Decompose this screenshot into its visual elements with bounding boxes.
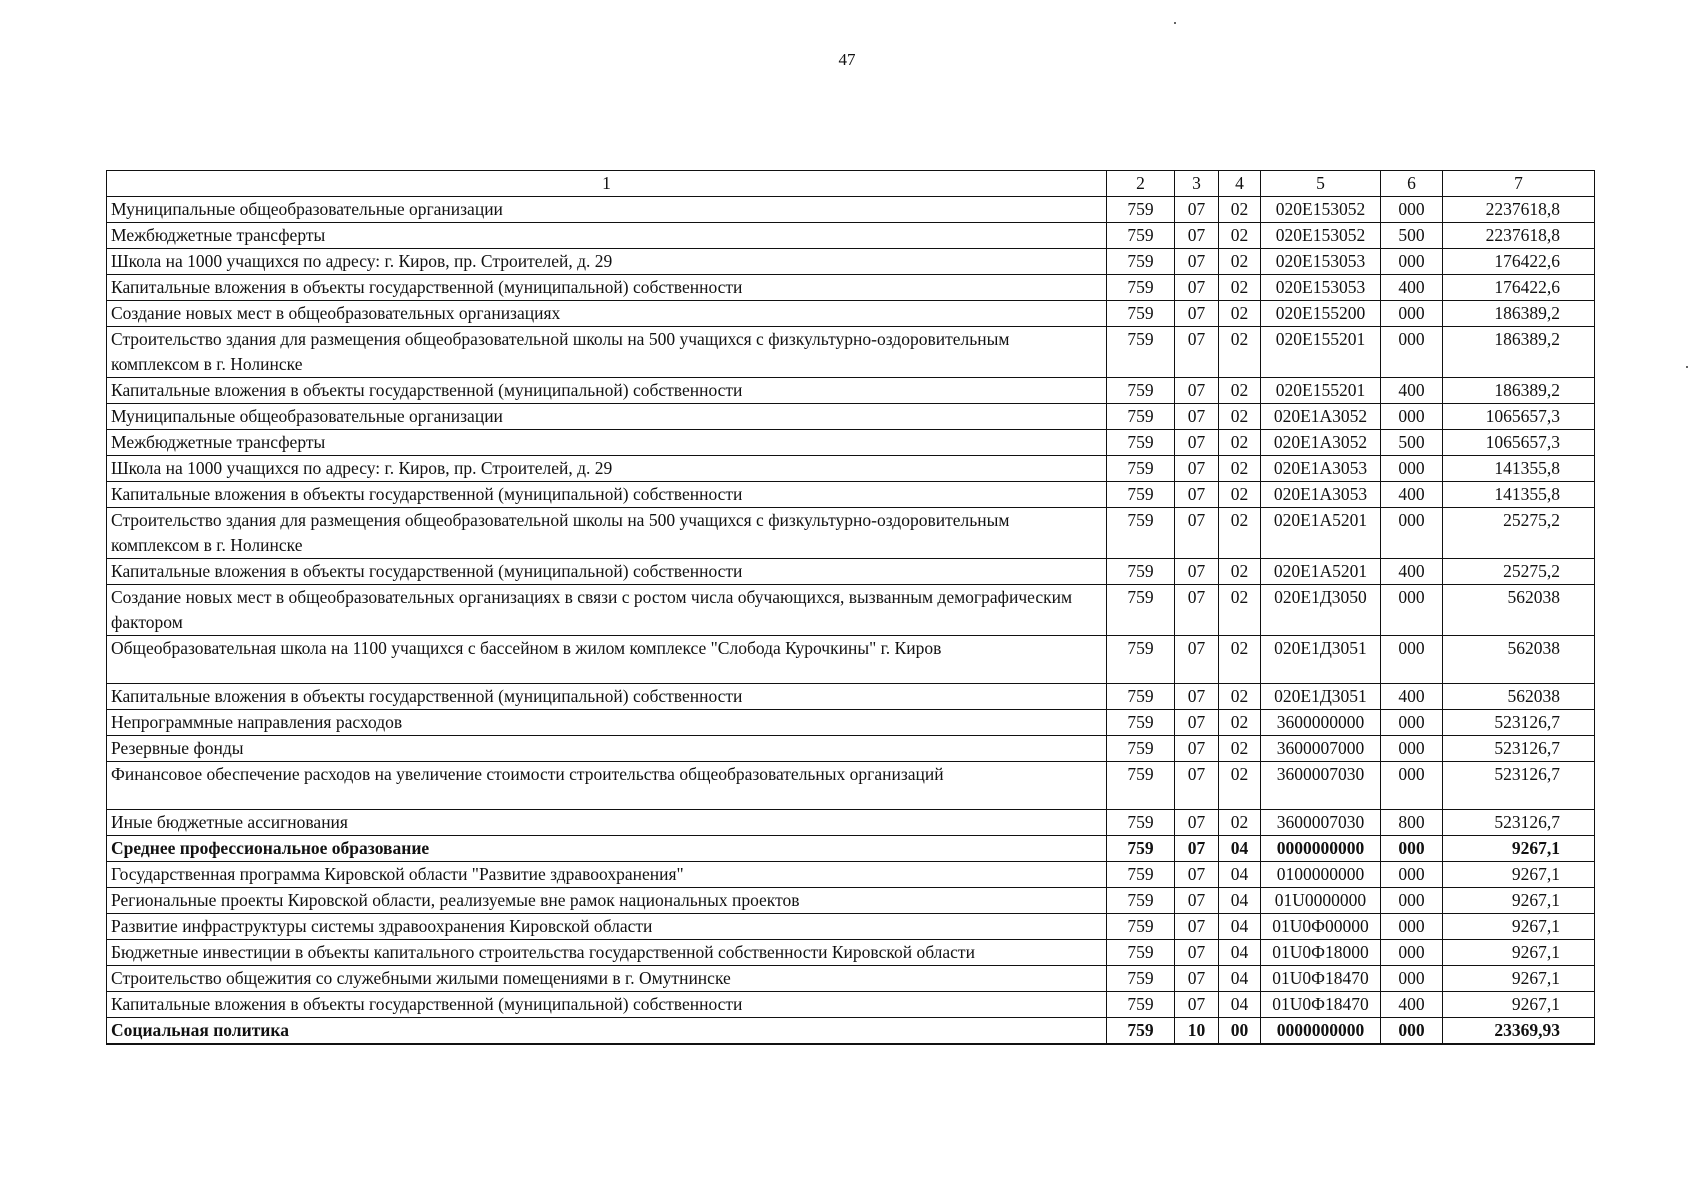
target-article-cell: 3600007030 xyxy=(1261,810,1381,836)
section-cell: 07 xyxy=(1175,249,1219,275)
amount-cell: 176422,6 xyxy=(1443,249,1595,275)
subsection-cell: 02 xyxy=(1219,810,1261,836)
target-article-cell: 01U0Ф18470 xyxy=(1261,966,1381,992)
table-row xyxy=(107,456,1595,482)
target-article-cell: 020E1Д3050 xyxy=(1261,585,1381,636)
section-cell: 07 xyxy=(1175,197,1219,223)
expense-name-cell: Муниципальные общеобразовательные организации xyxy=(107,197,1107,223)
subsection-cell: 02 xyxy=(1219,482,1261,508)
expense-name-cell: Капитальные вложения в объекты государственной (муниципальной) собственности xyxy=(107,559,1107,585)
expense-type-cell: 000 xyxy=(1381,710,1443,736)
expense-type-cell: 000 xyxy=(1381,836,1443,862)
table-row xyxy=(107,482,1595,508)
expense-name-cell: Межбюджетные трансферты xyxy=(107,430,1107,456)
subsection-cell: 02 xyxy=(1219,223,1261,249)
section-cell: 07 xyxy=(1175,762,1219,810)
section-cell: 07 xyxy=(1175,684,1219,710)
section-cell: 07 xyxy=(1175,810,1219,836)
section-cell: 07 xyxy=(1175,327,1219,378)
expense-type-cell: 000 xyxy=(1381,636,1443,684)
table-row xyxy=(107,810,1595,836)
subsection-cell: 02 xyxy=(1219,430,1261,456)
expense-name-cell: Капитальные вложения в объекты государственной (муниципальной) собственности xyxy=(107,992,1107,1018)
target-article-cell: 020E1A3052 xyxy=(1261,430,1381,456)
amount-cell: 2237618,8 xyxy=(1443,197,1595,223)
table-row xyxy=(107,762,1595,810)
amount-cell: 141355,8 xyxy=(1443,456,1595,482)
scan-speck xyxy=(1686,366,1688,368)
target-article-cell: 020E153053 xyxy=(1261,275,1381,301)
amount-cell: 23369,93 xyxy=(1443,1018,1595,1045)
section-cell: 07 xyxy=(1175,482,1219,508)
expense-name-cell: Государственная программа Кировской области "Развитие здравоохранения" xyxy=(107,862,1107,888)
ministry-code-cell: 759 xyxy=(1107,301,1175,327)
expense-name-cell: Межбюджетные трансферты xyxy=(107,223,1107,249)
table-row xyxy=(107,684,1595,710)
ministry-code-cell: 759 xyxy=(1107,1018,1175,1045)
subsection-cell: 02 xyxy=(1219,559,1261,585)
target-article-cell: 020E153052 xyxy=(1261,223,1381,249)
ministry-code-cell: 759 xyxy=(1107,684,1175,710)
expense-name-cell: Школа на 1000 учащихся по адресу: г. Киров, пр. Строителей, д. 29 xyxy=(107,456,1107,482)
amount-cell: 9267,1 xyxy=(1443,940,1595,966)
target-article-cell: 020E1A5201 xyxy=(1261,559,1381,585)
amount-cell: 2237618,8 xyxy=(1443,223,1595,249)
ministry-code-cell: 759 xyxy=(1107,327,1175,378)
subsection-cell: 04 xyxy=(1219,862,1261,888)
column-header-2: 2 xyxy=(1107,171,1175,197)
ministry-code-cell: 759 xyxy=(1107,940,1175,966)
section-cell: 07 xyxy=(1175,636,1219,684)
target-article-cell: 0000000000 xyxy=(1261,836,1381,862)
table-row xyxy=(107,914,1595,940)
expense-name-cell: Строительство здания для размещения общеобразовательной школы на 500 учащихся с физкультурно-оздоровительным комплексом в г. Нолинске xyxy=(107,508,1107,559)
ministry-code-cell: 759 xyxy=(1107,249,1175,275)
expense-name-cell: Бюджетные инвестиции в объекты капитального строительства государственной собственности Кировской области xyxy=(107,940,1107,966)
target-article-cell: 020E1Д3051 xyxy=(1261,636,1381,684)
expense-type-cell: 400 xyxy=(1381,378,1443,404)
target-article-cell: 3600007000 xyxy=(1261,736,1381,762)
amount-cell: 9267,1 xyxy=(1443,914,1595,940)
section-cell: 07 xyxy=(1175,430,1219,456)
expense-type-cell: 000 xyxy=(1381,966,1443,992)
expense-type-cell: 400 xyxy=(1381,559,1443,585)
amount-cell: 186389,2 xyxy=(1443,301,1595,327)
table-row xyxy=(107,888,1595,914)
target-article-cell: 020E155201 xyxy=(1261,327,1381,378)
ministry-code-cell: 759 xyxy=(1107,197,1175,223)
ministry-code-cell: 759 xyxy=(1107,736,1175,762)
section-cell: 07 xyxy=(1175,966,1219,992)
budget-table-body xyxy=(107,197,1595,1045)
expense-name-cell: Капитальные вложения в объекты государственной (муниципальной) собственности xyxy=(107,378,1107,404)
expense-name-cell: Муниципальные общеобразовательные организации xyxy=(107,404,1107,430)
subsection-cell: 02 xyxy=(1219,585,1261,636)
ministry-code-cell: 759 xyxy=(1107,559,1175,585)
expense-type-cell: 000 xyxy=(1381,249,1443,275)
amount-cell: 9267,1 xyxy=(1443,992,1595,1018)
expense-type-cell: 400 xyxy=(1381,482,1443,508)
expense-type-cell: 000 xyxy=(1381,197,1443,223)
subsection-cell: 02 xyxy=(1219,736,1261,762)
ministry-code-cell: 759 xyxy=(1107,430,1175,456)
amount-cell: 523126,7 xyxy=(1443,736,1595,762)
expense-type-cell: 000 xyxy=(1381,404,1443,430)
subsection-cell: 02 xyxy=(1219,404,1261,430)
expense-name-cell: Региональные проекты Кировской области, реализуемые вне рамок национальных проектов xyxy=(107,888,1107,914)
column-header-3: 3 xyxy=(1175,171,1219,197)
section-cell: 07 xyxy=(1175,559,1219,585)
amount-cell: 562038 xyxy=(1443,636,1595,684)
target-article-cell: 020E1A3053 xyxy=(1261,482,1381,508)
section-cell: 07 xyxy=(1175,378,1219,404)
table-row xyxy=(107,559,1595,585)
table-row xyxy=(107,378,1595,404)
ministry-code-cell: 759 xyxy=(1107,482,1175,508)
expense-type-cell: 500 xyxy=(1381,430,1443,456)
section-cell: 07 xyxy=(1175,862,1219,888)
section-cell: 07 xyxy=(1175,456,1219,482)
section-cell: 07 xyxy=(1175,585,1219,636)
table-row xyxy=(107,710,1595,736)
ministry-code-cell: 759 xyxy=(1107,585,1175,636)
table-row xyxy=(107,249,1595,275)
subsection-cell: 02 xyxy=(1219,684,1261,710)
ministry-code-cell: 759 xyxy=(1107,508,1175,559)
subsection-cell: 04 xyxy=(1219,914,1261,940)
table-row xyxy=(107,404,1595,430)
expense-name-cell: Среднее профессиональное образование xyxy=(107,836,1107,862)
ministry-code-cell: 759 xyxy=(1107,404,1175,430)
table-row xyxy=(107,275,1595,301)
amount-cell: 523126,7 xyxy=(1443,710,1595,736)
subsection-cell: 02 xyxy=(1219,762,1261,810)
expense-name-cell: Общеобразовательная школа на 1100 учащихся с бассейном в жилом комплексе "Слобода Курочкины" г. Киров xyxy=(107,636,1107,684)
expense-name-cell: Создание новых мест в общеобразовательных организациях в связи с ростом числа обучающихся, вызванным демографическим фактором xyxy=(107,585,1107,636)
target-article-cell: 0100000000 xyxy=(1261,862,1381,888)
expense-type-cell: 000 xyxy=(1381,940,1443,966)
table-row xyxy=(107,862,1595,888)
amount-cell: 562038 xyxy=(1443,684,1595,710)
target-article-cell: 01U0Ф18000 xyxy=(1261,940,1381,966)
ministry-code-cell: 759 xyxy=(1107,862,1175,888)
column-header-6: 6 xyxy=(1381,171,1443,197)
section-cell: 07 xyxy=(1175,914,1219,940)
expense-type-cell: 400 xyxy=(1381,275,1443,301)
ministry-code-cell: 759 xyxy=(1107,636,1175,684)
subsection-cell: 04 xyxy=(1219,940,1261,966)
section-cell: 07 xyxy=(1175,508,1219,559)
target-article-cell: 01U0Ф00000 xyxy=(1261,914,1381,940)
expense-name-cell: Капитальные вложения в объекты государственной (муниципальной) собственности xyxy=(107,684,1107,710)
target-article-cell: 020E155201 xyxy=(1261,378,1381,404)
expense-name-cell: Социальная политика xyxy=(107,1018,1107,1045)
subsection-cell: 02 xyxy=(1219,275,1261,301)
amount-cell: 1065657,3 xyxy=(1443,430,1595,456)
ministry-code-cell: 759 xyxy=(1107,275,1175,301)
expense-type-cell: 400 xyxy=(1381,992,1443,1018)
section-cell: 07 xyxy=(1175,940,1219,966)
section-cell: 07 xyxy=(1175,836,1219,862)
table-row xyxy=(107,508,1595,559)
expense-name-cell: Капитальные вложения в объекты государственной (муниципальной) собственности xyxy=(107,482,1107,508)
expense-type-cell: 500 xyxy=(1381,223,1443,249)
ministry-code-cell: 759 xyxy=(1107,762,1175,810)
expense-name-cell: Резервные фонды xyxy=(107,736,1107,762)
table-row xyxy=(107,836,1595,862)
table-row xyxy=(107,301,1595,327)
ministry-code-cell: 759 xyxy=(1107,836,1175,862)
expense-type-cell: 000 xyxy=(1381,762,1443,810)
expense-name-cell: Финансовое обеспечение расходов на увеличение стоимости строительства общеобразовательных организаций xyxy=(107,762,1107,810)
section-cell: 07 xyxy=(1175,275,1219,301)
expense-type-cell: 000 xyxy=(1381,1018,1443,1045)
subsection-cell: 04 xyxy=(1219,836,1261,862)
column-header-7: 7 xyxy=(1443,171,1595,197)
expense-type-cell: 000 xyxy=(1381,508,1443,559)
table-row xyxy=(107,736,1595,762)
section-cell: 07 xyxy=(1175,223,1219,249)
table-row xyxy=(107,966,1595,992)
table-row xyxy=(107,585,1595,636)
expense-name-cell: Иные бюджетные ассигнования xyxy=(107,810,1107,836)
page-number: 47 xyxy=(838,50,856,69)
table-row xyxy=(107,197,1595,223)
expense-name-cell: Строительство здания для размещения общеобразовательной школы на 500 учащихся с физкультурно-оздоровительным комплексом в г. Нолинске xyxy=(107,327,1107,378)
expense-type-cell: 400 xyxy=(1381,684,1443,710)
expense-name-cell: Создание новых мест в общеобразовательных организациях xyxy=(107,301,1107,327)
table-row xyxy=(107,940,1595,966)
amount-cell: 25275,2 xyxy=(1443,559,1595,585)
target-article-cell: 01U0Ф18470 xyxy=(1261,992,1381,1018)
subsection-cell: 04 xyxy=(1219,992,1261,1018)
ministry-code-cell: 759 xyxy=(1107,966,1175,992)
amount-cell: 9267,1 xyxy=(1443,888,1595,914)
section-cell: 07 xyxy=(1175,992,1219,1018)
subsection-cell: 02 xyxy=(1219,301,1261,327)
subsection-cell: 02 xyxy=(1219,197,1261,223)
table-row xyxy=(107,223,1595,249)
amount-cell: 523126,7 xyxy=(1443,762,1595,810)
ministry-code-cell: 759 xyxy=(1107,223,1175,249)
expense-name-cell: Непрограммные направления расходов xyxy=(107,710,1107,736)
ministry-code-cell: 759 xyxy=(1107,992,1175,1018)
subsection-cell: 02 xyxy=(1219,327,1261,378)
expense-type-cell: 000 xyxy=(1381,736,1443,762)
expense-type-cell: 000 xyxy=(1381,862,1443,888)
amount-cell: 186389,2 xyxy=(1443,378,1595,404)
ministry-code-cell: 759 xyxy=(1107,914,1175,940)
amount-cell: 9267,1 xyxy=(1443,966,1595,992)
table-row xyxy=(107,327,1595,378)
column-header-5: 5 xyxy=(1261,171,1381,197)
section-cell: 07 xyxy=(1175,404,1219,430)
subsection-cell: 00 xyxy=(1219,1018,1261,1045)
column-number-header-row xyxy=(107,171,1595,197)
expense-name-cell: Школа на 1000 учащихся по адресу: г. Киров, пр. Строителей, д. 29 xyxy=(107,249,1107,275)
column-header-4: 4 xyxy=(1219,171,1261,197)
subsection-cell: 02 xyxy=(1219,249,1261,275)
expense-name-cell: Строительство общежития со служебными жилыми помещениями в г. Омутнинске xyxy=(107,966,1107,992)
ministry-code-cell: 759 xyxy=(1107,810,1175,836)
amount-cell: 9267,1 xyxy=(1443,862,1595,888)
subsection-cell: 04 xyxy=(1219,888,1261,914)
amount-cell: 523126,7 xyxy=(1443,810,1595,836)
table-row xyxy=(107,430,1595,456)
section-cell: 10 xyxy=(1175,1018,1219,1045)
target-article-cell: 3600000000 xyxy=(1261,710,1381,736)
expense-type-cell: 800 xyxy=(1381,810,1443,836)
target-article-cell: 020E153053 xyxy=(1261,249,1381,275)
target-article-cell: 020E1Д3051 xyxy=(1261,684,1381,710)
table-row xyxy=(107,992,1595,1018)
budget-table xyxy=(106,170,1595,1045)
amount-cell: 1065657,3 xyxy=(1443,404,1595,430)
ministry-code-cell: 759 xyxy=(1107,378,1175,404)
target-article-cell: 3600007030 xyxy=(1261,762,1381,810)
target-article-cell: 01U0000000 xyxy=(1261,888,1381,914)
target-article-cell: 020E153052 xyxy=(1261,197,1381,223)
expense-type-cell: 000 xyxy=(1381,456,1443,482)
target-article-cell: 020E155200 xyxy=(1261,301,1381,327)
target-article-cell: 0000000000 xyxy=(1261,1018,1381,1045)
ministry-code-cell: 759 xyxy=(1107,456,1175,482)
expense-name-cell: Капитальные вложения в объекты государственной (муниципальной) собственности xyxy=(107,275,1107,301)
subsection-cell: 04 xyxy=(1219,966,1261,992)
ministry-code-cell: 759 xyxy=(1107,888,1175,914)
ministry-code-cell: 759 xyxy=(1107,710,1175,736)
expense-type-cell: 000 xyxy=(1381,585,1443,636)
subsection-cell: 02 xyxy=(1219,378,1261,404)
section-cell: 07 xyxy=(1175,736,1219,762)
column-header-1: 1 xyxy=(107,171,1107,197)
target-article-cell: 020E1A5201 xyxy=(1261,508,1381,559)
target-article-cell: 020E1A3052 xyxy=(1261,404,1381,430)
target-article-cell: 020E1A3053 xyxy=(1261,456,1381,482)
expense-type-cell: 000 xyxy=(1381,914,1443,940)
expense-type-cell: 000 xyxy=(1381,301,1443,327)
subsection-cell: 02 xyxy=(1219,456,1261,482)
subsection-cell: 02 xyxy=(1219,636,1261,684)
amount-cell: 562038 xyxy=(1443,585,1595,636)
section-cell: 07 xyxy=(1175,710,1219,736)
expense-type-cell: 000 xyxy=(1381,888,1443,914)
amount-cell: 141355,8 xyxy=(1443,482,1595,508)
amount-cell: 9267,1 xyxy=(1443,836,1595,862)
table-row xyxy=(107,1018,1595,1045)
section-cell: 07 xyxy=(1175,301,1219,327)
expense-type-cell: 000 xyxy=(1381,327,1443,378)
amount-cell: 186389,2 xyxy=(1443,327,1595,378)
subsection-cell: 02 xyxy=(1219,710,1261,736)
amount-cell: 176422,6 xyxy=(1443,275,1595,301)
amount-cell: 25275,2 xyxy=(1443,508,1595,559)
section-cell: 07 xyxy=(1175,888,1219,914)
table-row xyxy=(107,636,1595,684)
scan-speck xyxy=(1174,22,1176,24)
subsection-cell: 02 xyxy=(1219,508,1261,559)
expense-name-cell: Развитие инфраструктуры системы здравоохранения Кировской области xyxy=(107,914,1107,940)
